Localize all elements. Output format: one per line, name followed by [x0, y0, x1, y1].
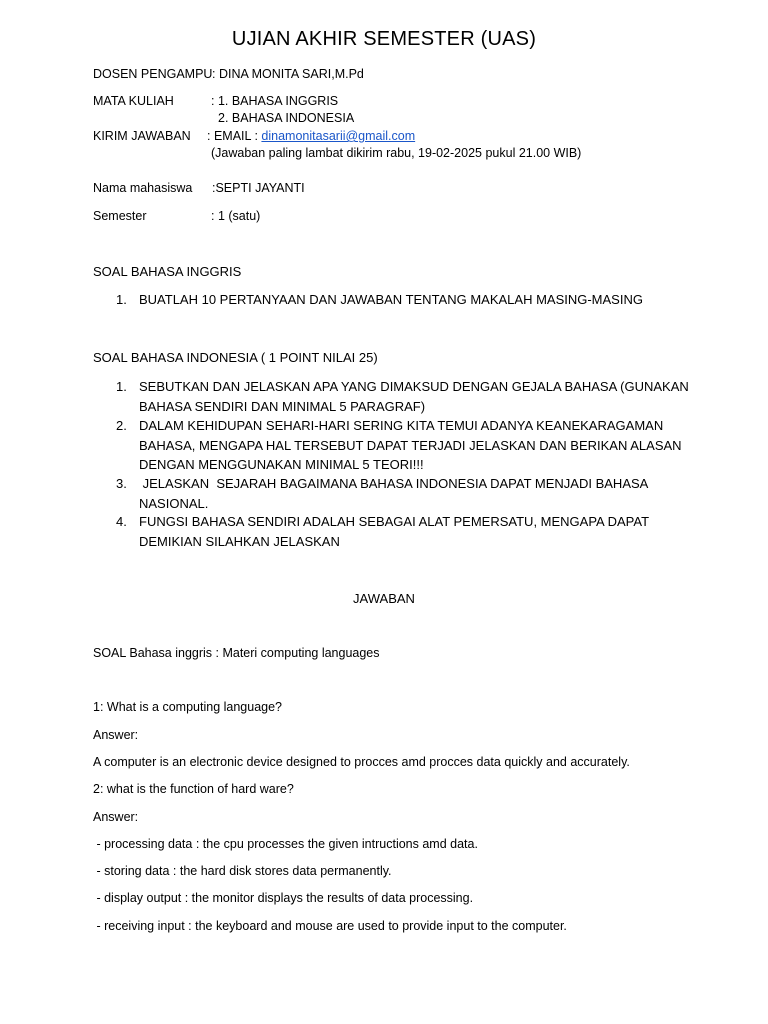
email-link[interactable]: dinamonitasarii@gmail.com [261, 129, 416, 143]
answer-line-8: - display output : the monitor displays the results of data processing. [93, 891, 474, 905]
semester-label: Semester [93, 209, 147, 223]
soal-indonesia-num-2: 2. [116, 418, 127, 433]
dosen-value: : DINA MONITA SARI,M.Pd [212, 67, 364, 81]
deadline-note: (Jawaban paling lambat dikirim rabu, 19-02-2025 pukul 21.00 WIB) [211, 146, 582, 160]
kirim-prefix: : EMAIL : [207, 129, 262, 143]
answer-line-9: - receiving input : the keyboard and mouse are used to provide input to the computer. [93, 919, 567, 933]
soal-indonesia-num-3: 3. [116, 476, 127, 491]
answer-line-7: - storing data : the hard disk stores data permanently. [93, 864, 392, 878]
kirim-label: KIRIM JAWABAN [93, 129, 191, 143]
matkul-label: MATA KULIAH [93, 94, 174, 108]
answer-line-3: A computer is an electronic device designed to procces amd procces data quickly and accurately. [93, 755, 630, 769]
matkul-value-2: 2. BAHASA INDONESIA [218, 111, 355, 125]
soal-inggris-text: BUATLAH 10 PERTANYAAN DAN JAWABAN TENTANG MAKALAH MASING-MASING [139, 292, 643, 307]
soal-inggris-num: 1. [116, 292, 127, 307]
soal-indonesia-text-1: SEBUTKAN DAN JELASKAN APA YANG DIMAKSUD DENGAN GEJALA BAHASA (GUNAKAN BAHASA SENDIRI DAN MINIMAL 5 PARAGRAF) [139, 379, 689, 414]
answer-line-4: 2: what is the function of hard ware? [93, 782, 294, 796]
page-title: UJIAN AKHIR SEMESTER (UAS) [231, 28, 537, 50]
matkul-value-1: : 1. BAHASA INGGRIS [211, 94, 339, 108]
jawaban-subheading: SOAL Bahasa inggris : Materi computing languages [93, 646, 380, 660]
dosen-label: DOSEN PENGAMPU [93, 67, 213, 81]
soal-indonesia-num-1: 1. [116, 379, 127, 394]
nama-value: :SEPTI JAYANTI [212, 181, 305, 195]
semester-value: : 1 (satu) [211, 209, 261, 223]
answer-line-5: Answer: [93, 810, 139, 824]
jawaban-heading: JAWABAN [353, 591, 415, 606]
soal-inggris-heading: SOAL BAHASA INGGRIS [93, 264, 242, 279]
soal-indonesia-heading: SOAL BAHASA INDONESIA ( 1 POINT NILAI 25) [93, 350, 378, 365]
soal-indonesia-num-4: 4. [116, 514, 127, 529]
nama-label: Nama mahasiswa [93, 181, 193, 195]
answer-line-2: Answer: [93, 728, 139, 742]
soal-indonesia-text-3: JELASKAN SEJARAH BAGAIMANA BAHASA INDONESIA DAPAT MENJADI BAHASA NASIONAL. [139, 476, 652, 511]
answer-line-6: - processing data : the cpu processes the given intructions amd data. [93, 837, 478, 851]
kirim-value [207, 128, 415, 144]
soal-indonesia-text-2: DALAM KEHIDUPAN SEHARI-HARI SERING KITA TEMUI ADANYA KEANEKARAGAMAN BAHASA, MENGAPA HAL TERSEBUT DAPAT TERJADI JELASKAN DAN BERIKAN ALASAN DENGAN MENGGUNAKAN MINIMAL 5 TEORI!!! [139, 418, 682, 472]
soal-indonesia-text-4: FUNGSI BAHASA SENDIRI ADALAH SEBAGAI ALAT PEMERSATU, MENGAPA DAPAT DEMIKIAN SILAHKAN JELASKAN [139, 514, 649, 549]
answer-line-1: 1: What is a computing language? [93, 700, 283, 714]
